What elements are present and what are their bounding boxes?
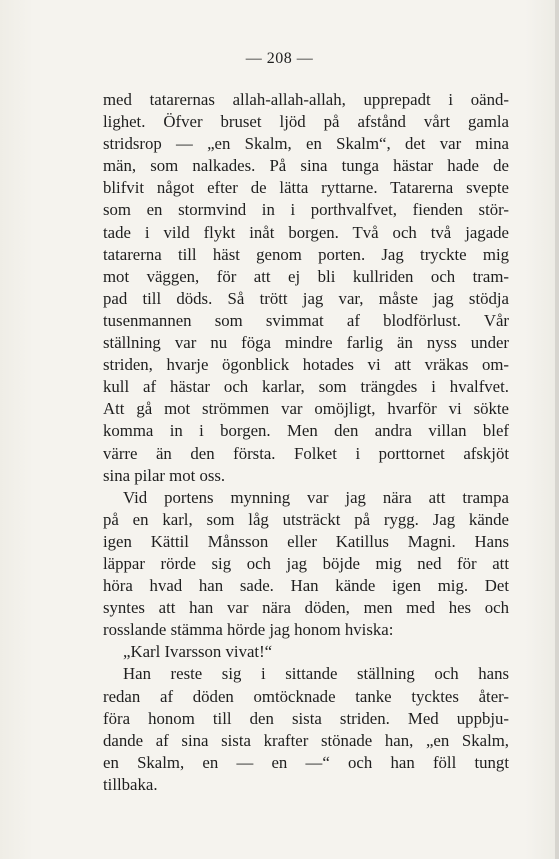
text-line: pad till döds. Så trött jag var, måste jag stödja [103,288,509,308]
text-line: blifvit något efter de lätta ryttarne. Tatarerna svepte [103,178,509,198]
text-line: tusenmannen som svimmat af blodförlust. Vår [103,310,509,330]
text-line: „Karl Ivarsson vivat!“ [123,642,273,662]
text-line: mot väggen, för att ej bli kullriden och tram- [103,266,509,286]
text-line: stridsrop — „en Skalm, en Skalm“, det var mina [103,134,509,154]
text-line: lighet. Öfver bruset ljöd på afstånd vårt gamla [103,112,509,132]
text-line: en Skalm, en — en —“ och han föll tungt [103,752,509,772]
text-line: ställning var nu föga mindre farlig än nyss under [103,333,509,353]
text-line: föra honom till den sista striden. Med uppbju- [103,708,509,728]
text-line: syntes att han var nära döden, men med hes och [103,598,509,618]
text-line: Att gå mot strömmen var omöjligt, hvarför vi sökte [103,399,509,419]
text-line: igen Kättil Månsson eller Katillus Magni. Hans [103,531,509,551]
text-line: tatarerna till häst genom porten. Jag tryckte mig [103,244,509,264]
text-line: Han reste sig i sittande ställning och hans [123,664,509,684]
page-edge [555,0,559,859]
text-line: på en karl, som låg utsträckt på rygg. Jag kände [103,509,509,529]
text-line: tillbaka. [103,774,158,794]
text-line: komma in i borgen. Men den andra villan blef [103,421,509,441]
text-line: Vid portens mynning var jag nära att trampa [123,487,509,507]
text-line: med tatarernas allah-allah-allah, upprepadt i oänd- [103,90,509,109]
body-text [103,89,509,796]
text-line: redan af döden omtöcknade tanke tycktes åter- [103,686,509,706]
text-line: läppar rörde sig och jag böjde mig ned för att [103,553,509,573]
text-line: striden, hvarje ögonblick hotades vi att vräkas om- [103,355,509,375]
text-line: som en stormvind in i porthvalfvet, fienden stör- [103,200,509,220]
text-line: rosslande stämma hörde jag honom hviska: [103,620,394,640]
text-line: män, som nalkades. På sina tunga hästar hade de [103,156,509,176]
text-line: dande af sina sista krafter stönade han, „en Skalm, [103,730,509,750]
text-line: höra hvad han sade. Han kände igen mig. Det [103,576,509,596]
page-number: — 208 — [245,50,314,67]
text-line: sina pilar mot oss. [103,465,226,485]
text-line: kull af hästar och karlar, som trängdes i hvalfvet. [103,377,509,397]
text-line: tade i vild flykt inåt borgen. Två och två jagade [103,222,509,242]
text-line: värre än den första. Folket i porttornet afskjöt [103,443,509,463]
